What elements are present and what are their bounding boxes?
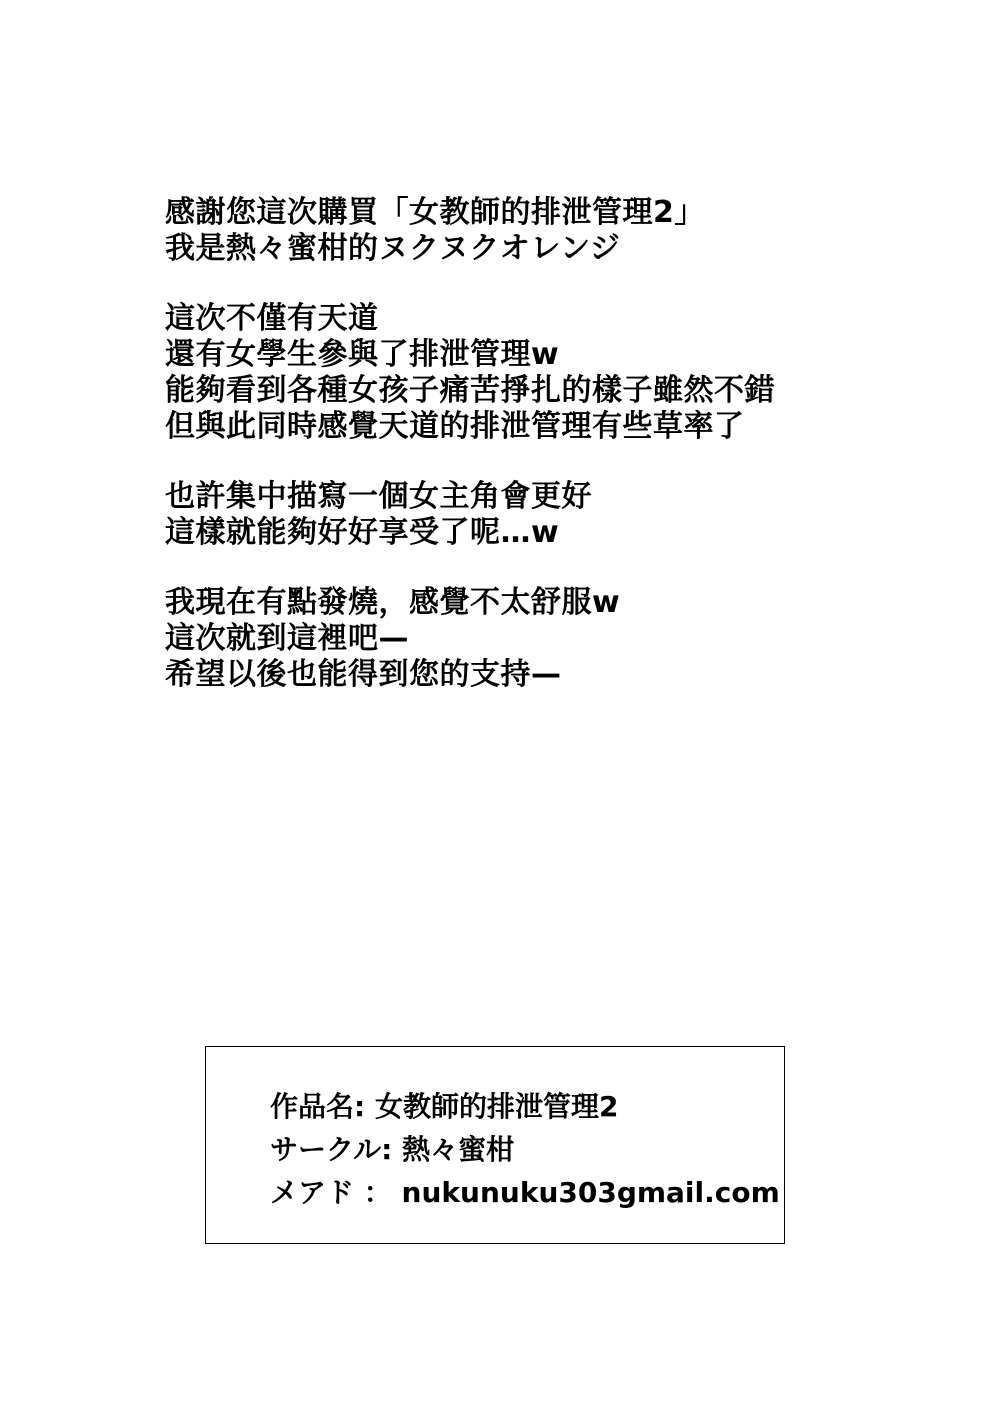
text-line: 希望以後也能得到您的支持— [165, 657, 562, 692]
text-line: 能夠看到各種女孩子痛苦掙扎的樣子雖然不錯 [165, 373, 775, 408]
work-title-row [270, 1085, 780, 1128]
paragraph-closing [165, 585, 965, 693]
work-info-box [205, 1046, 785, 1244]
circle-value: 熱々蜜柑 [402, 1133, 515, 1166]
afterword-text [165, 195, 965, 727]
mail-label: メアド [270, 1176, 355, 1209]
text-line: 我是熱々蜜柑的ヌクヌクオレンジ [165, 231, 621, 266]
circle-separator: : [381, 1133, 393, 1166]
text-line: 但與此同時感覺天道的排泄管理有些草率了 [165, 409, 745, 444]
circle-row [270, 1128, 780, 1171]
mail-value: nukunuku303gmail.com [401, 1176, 780, 1209]
paragraph-reflection [165, 479, 965, 551]
text-line: 感謝您這次購買「女教師的排泄管理2」 [165, 195, 705, 230]
work-info-lines [270, 1085, 780, 1214]
text-line: 這次就到這裡吧— [165, 621, 409, 656]
paragraph-greeting [165, 195, 965, 267]
mail-row [270, 1171, 780, 1214]
text-line: 這樣就能夠好好享受了呢…w [165, 515, 560, 550]
circle-label: サークル [270, 1133, 382, 1166]
work-title-label: 作品名 [270, 1090, 355, 1123]
text-line: 也許集中描寫一個女主角會更好 [165, 479, 592, 514]
work-title-value: 女教師的排泄管理2 [374, 1090, 619, 1123]
paragraph-content [165, 301, 965, 445]
text-line: 還有女學生參與了排泄管理w [165, 337, 560, 372]
text-line: 我現在有點發燒，感覺不太舒服w [165, 585, 621, 620]
work-title-separator: : [354, 1090, 366, 1123]
text-line: 這次不僅有天道 [165, 301, 379, 336]
mail-separator: ： [363, 1176, 392, 1209]
